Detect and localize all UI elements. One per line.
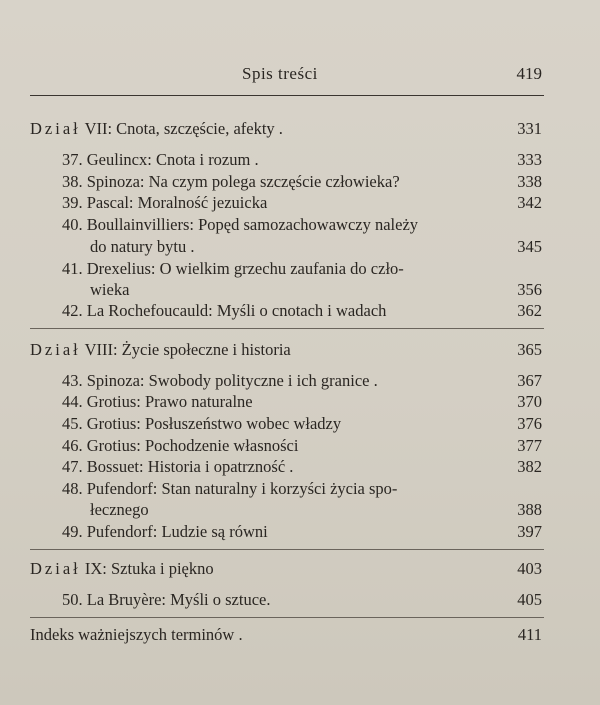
toc-entry — [0, 521, 600, 543]
toc-page-number: 405 — [517, 590, 542, 609]
toc-entry — [0, 258, 600, 280]
toc-entry-text: 45. Grotius: Posłuszeństwo wobec władzy — [62, 414, 342, 433]
toc-page-number: 370 — [517, 392, 542, 411]
toc-entry-text: 43. Spinoza: Swobody polityczne i ich granice . — [62, 371, 378, 390]
header-rule — [30, 95, 544, 96]
toc-entry — [0, 478, 600, 500]
toc-page-number: 377 — [517, 436, 542, 455]
section-title: VII: Cnota, szczęście, afekty . — [84, 119, 283, 138]
toc-entry-continuation — [0, 279, 600, 301]
running-header — [30, 64, 542, 88]
section-divider — [30, 549, 544, 550]
toc-entry-text: 42. La Rochefoucauld: Myśli o cnotach i wadach — [62, 301, 387, 320]
toc-entry — [0, 214, 600, 236]
toc-page-number: 342 — [517, 193, 542, 212]
toc-entry-text: 39. Pascal: Moralność jezuicka — [62, 193, 268, 212]
toc-entry-text: 47. Bossuet: Historia i opatrzność . — [62, 457, 294, 476]
header-title: Spis treści — [242, 64, 318, 83]
section-label: Dział — [30, 559, 81, 578]
toc-entry-text: 44. Grotius: Prawo naturalne — [62, 392, 253, 411]
toc-entry-continuation — [0, 236, 600, 258]
toc-entry-text: łecznego — [90, 500, 149, 519]
toc-page-number: 338 — [517, 172, 542, 191]
toc-page-number: 365 — [517, 340, 542, 359]
toc-entry — [0, 171, 600, 193]
toc-entry — [0, 456, 600, 478]
toc-entry — [0, 413, 600, 435]
section-divider — [30, 328, 544, 329]
toc-entry — [0, 391, 600, 413]
toc-page-number: 367 — [517, 371, 542, 390]
toc-entry-text: 40. Boullainvilliers: Popęd samozachowawczy należy — [62, 215, 419, 234]
section-label: Dział — [30, 340, 81, 359]
toc-section-row — [0, 558, 600, 580]
header-page-number: 419 — [516, 64, 542, 83]
section-title: VIII: Życie społeczne i historia — [84, 340, 291, 359]
toc-entry-text: 49. Pufendorf: Ludzie są równi — [62, 522, 268, 541]
toc-entry — [0, 300, 600, 322]
toc-page-number: 403 — [517, 559, 542, 578]
toc-entry-text: Indeks ważniejszych terminów . — [30, 625, 243, 644]
toc-entry — [0, 192, 600, 214]
toc-entry-text: 37. Geulincx: Cnota i rozum . — [62, 150, 259, 169]
toc-page-number: 356 — [517, 280, 542, 299]
toc-page-number: 382 — [517, 457, 542, 476]
toc-entry-text: 48. Pufendorf: Stan naturalny i korzyści życia spo- — [62, 479, 398, 498]
toc-index-row — [0, 624, 600, 646]
toc-entry — [0, 149, 600, 171]
toc-entry-text: 41. Drexelius: O wielkim grzechu zaufania do czło- — [62, 259, 404, 278]
section-label: Dział — [30, 119, 81, 138]
toc-section-row — [0, 339, 600, 361]
toc-page-number: 397 — [517, 522, 542, 541]
toc-entry-text: 46. Grotius: Pochodzenie własności — [62, 436, 299, 455]
toc-section-row — [0, 118, 600, 140]
toc-entry-text: 50. La Bruyère: Myśli o sztuce. — [62, 590, 271, 609]
toc-page-number: 362 — [517, 301, 542, 320]
toc-page-number: 333 — [517, 150, 542, 169]
toc-entry-text: do natury bytu . — [90, 237, 195, 256]
section-divider — [30, 617, 544, 618]
toc-entry — [0, 589, 600, 611]
toc-page-number: 411 — [517, 625, 542, 644]
toc-entry-text: 38. Spinoza: Na czym polega szczęście człowieka? — [62, 172, 400, 191]
toc-entry-text: wieka — [90, 280, 130, 299]
toc-entry — [0, 370, 600, 392]
toc-page-number: 345 — [517, 237, 542, 256]
toc-page-number: 376 — [517, 414, 542, 433]
toc-page-number: 331 — [517, 119, 542, 138]
section-title: IX: Sztuka i piękno — [84, 559, 214, 578]
toc-entry — [0, 435, 600, 457]
toc-page-number: 388 — [517, 500, 542, 519]
toc-entry-continuation — [0, 499, 600, 521]
